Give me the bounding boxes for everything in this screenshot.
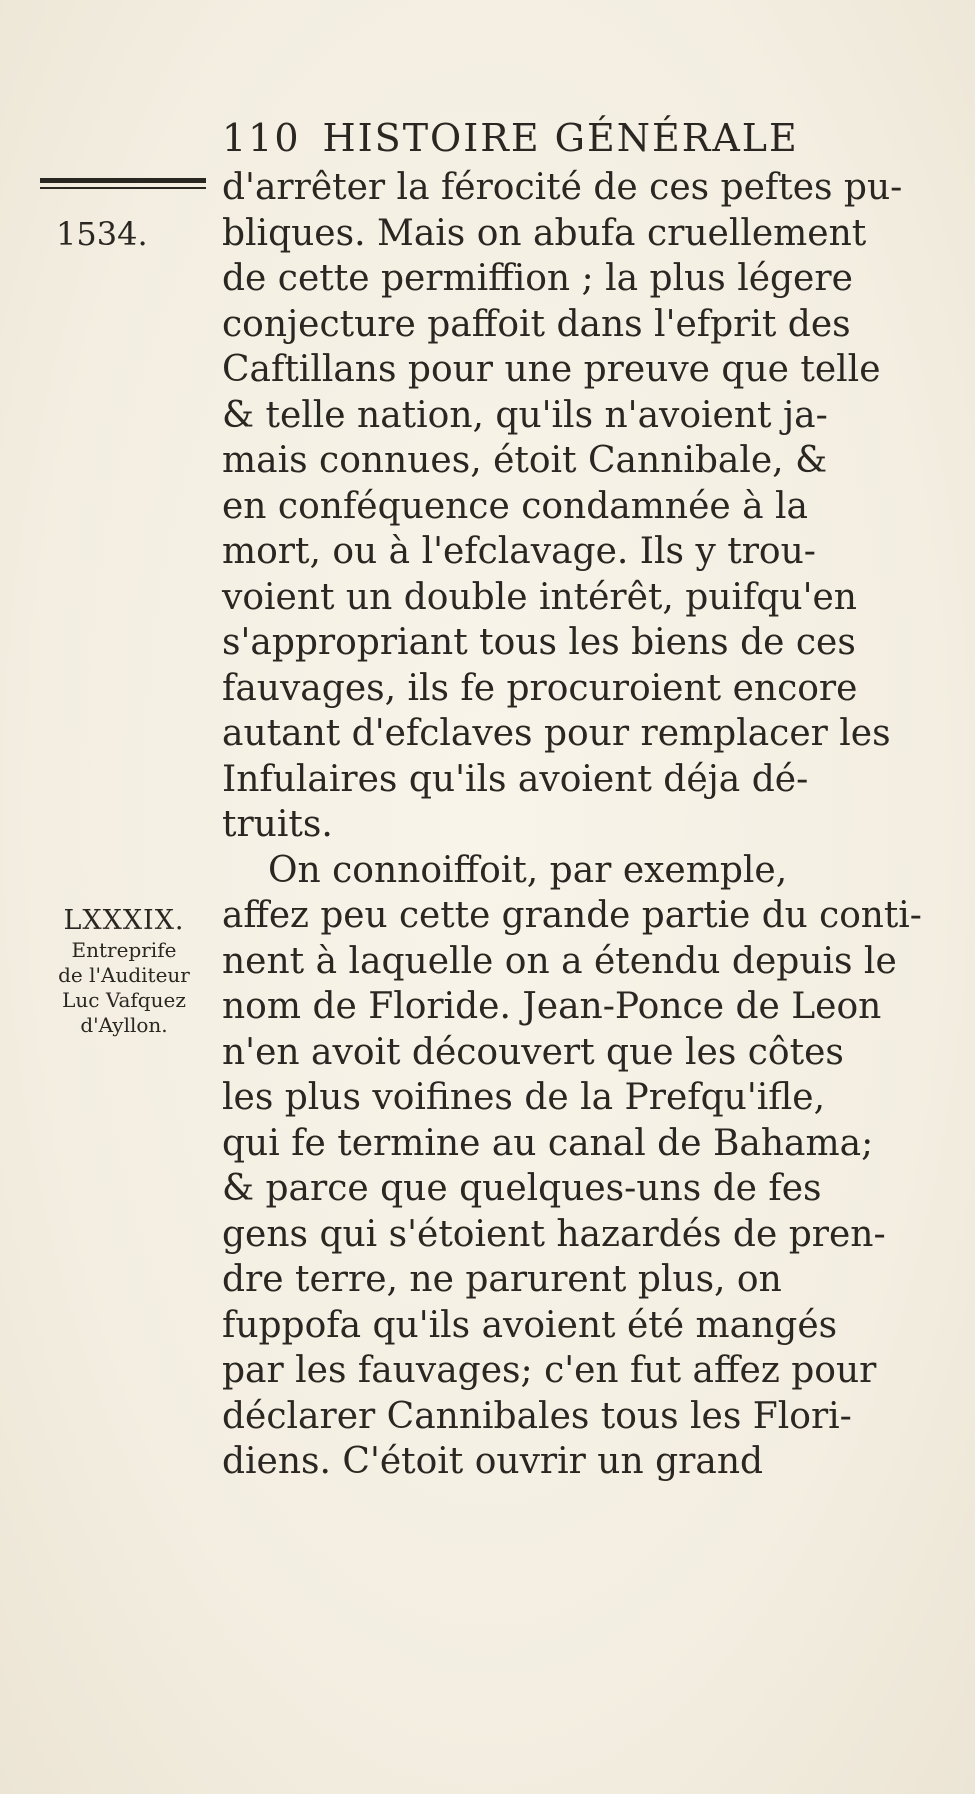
text-line: conjecture paffoit dans l'efprit des <box>222 303 851 345</box>
text-line: fuppofa qu'ils avoient été mangés <box>222 1304 838 1346</box>
text-line: Caftillans pour une preuve que telle <box>222 349 881 390</box>
margin-note-number: LXXXIX. <box>63 905 185 936</box>
text-line: mais connues, étoit Cannibale, & <box>222 440 828 481</box>
running-header <box>222 112 872 164</box>
text-line: les plus voifines de la Prefqu'ifle, <box>222 1077 826 1118</box>
text-line: par les fauvages; c'en fut affez pour <box>222 1350 877 1391</box>
text-line: Infulaires qu'ils avoient déja dé- <box>222 758 809 800</box>
margin-note <box>34 904 214 1038</box>
text-line: bliques. Mais on abufa cruellement <box>222 212 867 254</box>
text-line: déclarer Cannibales tous les Flori- <box>222 1395 852 1437</box>
margin-rule-thick <box>40 178 206 183</box>
page-number: 110 <box>222 116 301 160</box>
body-text <box>222 165 922 1485</box>
margin-note-line: Luc Vafquez <box>62 988 186 1012</box>
text-line: diens. C'étoit ouvrir un grand <box>222 1441 764 1482</box>
text-line: en conféquence condamnée à la <box>222 485 809 527</box>
text-line: n'en avoit découvert que les côtes <box>222 1031 844 1073</box>
text-line: nent à laquelle on a étendu depuis le <box>222 940 897 982</box>
text-line: On connoiffoit, par exemple, <box>268 849 788 891</box>
running-title: HISTOIRE GÉNÉRALE <box>322 116 799 160</box>
margin-note-line: d'Ayllon. <box>80 1013 168 1037</box>
text-line: voient un double intérêt, puifqu'en <box>222 576 857 618</box>
text-line: s'appropriant tous les biens de ces <box>222 622 856 663</box>
text-line: de cette permiffion ; la plus légere <box>222 258 853 299</box>
margin-note-line: Entreprife <box>71 938 177 962</box>
text-line: affez peu cette grande partie du conti- <box>222 895 922 936</box>
text-line: mort, ou à l'efclavage. Ils y trou- <box>222 531 816 572</box>
text-line: d'arrêter la férocité de ces peftes pu- <box>222 167 903 208</box>
text-line: gens qui s'étoient hazardés de pren- <box>222 1213 886 1255</box>
text-line: nom de Floride. Jean-Ponce de Leon <box>222 986 882 1027</box>
margin-note-line: de l'Auditeur <box>58 963 190 987</box>
margin-rule <box>40 178 206 190</box>
text-line: & parce que quelques-uns de fes <box>222 1168 822 1209</box>
text-line: autant d'efclaves pour remplacer les <box>222 713 891 754</box>
margin-year: 1534. <box>56 215 148 253</box>
text-line: fauvages, ils fe procuroient encore <box>222 667 858 709</box>
text-line: truits. <box>222 804 333 845</box>
margin-rule-thin <box>40 187 206 189</box>
text-line: dre terre, ne parurent plus, on <box>222 1259 782 1300</box>
text-line: & telle nation, qu'ils n'avoient ja- <box>222 394 828 436</box>
text-line: qui fe termine au canal de Bahama; <box>222 1122 874 1164</box>
